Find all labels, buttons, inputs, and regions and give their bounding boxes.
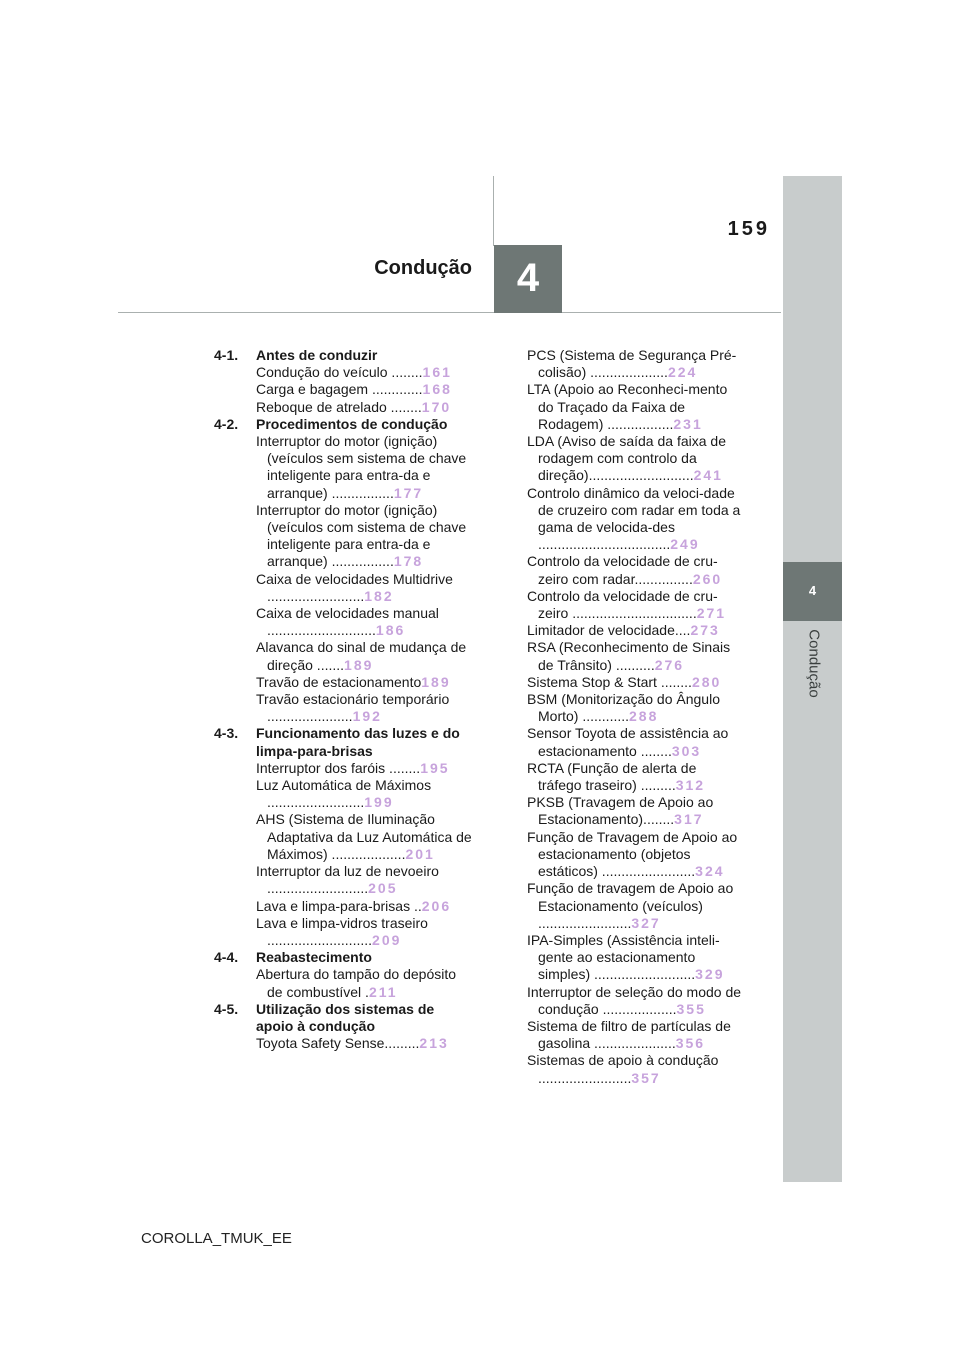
toc-entry[interactable] [527,347,742,381]
toc-entry-label: PCS (Sistema de Segurança Pré-colisão) .................... [527,347,737,381]
toc-entry-text [527,381,742,433]
toc-page-link[interactable]: 241 [693,467,723,484]
toc-entry-label: Sistema Stop & Start ........ [527,673,692,690]
toc-entry-label: Luz Automática de Máximos ......................... [256,777,432,811]
section-title: Funcionamento das luzes e do limpa-para-brisas [256,725,460,759]
toc-entry[interactable] [527,829,742,881]
toc-entry[interactable] [214,433,474,502]
toc-entry[interactable] [527,725,742,759]
toc-entry[interactable] [214,811,474,863]
toc-entry-text [256,502,474,571]
toc-page-link[interactable]: 303 [671,742,702,759]
toc-page-link[interactable]: 178 [393,553,424,570]
toc-entry-label: Interruptor dos faróis ........ [256,759,421,776]
toc-entry-label: Sistemas de apoio à condução ........................ [527,1052,719,1086]
toc-entry-label: LTA (Apoio ao Reconheci-mento do Traçado da Faixa de Rodagem) ................. [527,381,728,432]
toc-page-link[interactable]: 280 [691,673,722,690]
toc-entry-label: Abertura do tampão do depósito de combustível . [256,966,457,1000]
toc-page-link[interactable]: 276 [654,656,685,673]
toc-entry-label: Travão estacionário temporário ...................... [256,691,450,725]
toc-entry[interactable] [214,674,474,691]
toc-page-link[interactable]: 273 [690,622,720,639]
toc-entry-text [256,399,474,416]
toc-entry-label: Interruptor do motor (ignição) (veículos com sistema de chave inteligente para entra-da e arranque) ................ [256,501,467,570]
toc-entry-text [527,880,742,932]
toc-section-heading [214,347,474,364]
toc-entry[interactable] [527,691,742,725]
toc-entry-label: LDA (Aviso de saída da faixa de rodagem com controlo da direção)........................... [527,433,726,484]
toc-entry-label: Reboque de atrelado ........ [256,398,422,415]
toc-entry-text [527,1052,742,1086]
toc-entry-label: Caixa de velocidades Multidrive ......................... [256,570,453,604]
toc-entry-text [256,571,474,605]
toc-entry-text [527,932,742,984]
toc-entry-text [527,691,742,725]
toc-entry-text [256,966,474,1000]
toc-entry-text [256,760,474,777]
toc-page-link[interactable]: 177 [393,484,424,501]
section-title: Procedimentos de condução [256,415,448,432]
toc-page-link[interactable]: 357 [631,1069,661,1086]
toc-entry-text [256,777,474,811]
toc-entry-text [527,553,742,587]
section-title: Reabastecimento [256,949,372,966]
toc-entry[interactable] [214,898,474,915]
toc-entry-text [527,433,742,485]
toc-entry-label: Controlo da velocidade de cru-zeiro ................................ [527,587,718,622]
toc-entry-label: Condução do veículo ........ [256,364,423,381]
chapter-title: Condução [374,257,472,279]
toc-page-link[interactable]: 211 [368,983,398,1000]
toc-page-link[interactable]: 199 [364,794,394,811]
toc-page-link[interactable]: 170 [421,398,452,415]
header-horizontal-rule [118,312,781,313]
toc-entry[interactable] [527,588,742,622]
toc-entry[interactable] [214,760,474,777]
toc-entry-text [256,691,474,725]
toc-entry-label: PKSB (Travagem de Apoio ao Estacionamento)........ [527,794,714,828]
toc-entry-text [256,605,474,639]
section-number: 4-4. [214,949,239,966]
toc-entry-label: Função de Travagem de Apoio ao estacionamento (objetos estáticos) ........................ [527,828,738,880]
toc-entry-label: Carga e bagagem ............. [256,381,423,398]
toc-entry[interactable] [527,433,742,485]
toc-page-link[interactable]: 186 [375,622,406,639]
toc-entry-text [527,639,742,673]
toc-entry-label: RCTA (Função de alerta de tráfego traseiro) ......... [527,759,697,794]
toc-page-link[interactable]: 231 [673,415,703,432]
toc-entry[interactable] [214,863,474,897]
toc-entry[interactable] [527,485,742,554]
toc-entry[interactable] [214,399,474,416]
toc-entry[interactable] [214,1035,474,1052]
toc-page-link[interactable]: 201 [405,845,435,862]
toc-page-link[interactable]: 260 [692,570,723,587]
toc-entry-label: Alavanca do sinal de mudança de direção ....... [256,639,467,673]
toc-entry-label: Lava e limpa-para-brisas .. [256,897,422,914]
toc-page-link[interactable]: 356 [675,1035,706,1052]
toc-entry[interactable] [527,984,742,1018]
toc-entry[interactable] [527,674,742,691]
toc-page-link[interactable]: 206 [421,897,452,914]
section-title: Antes de conduzir [256,347,378,363]
chapter-number: 4 [516,256,540,300]
toc-entry-label: Caixa de velocidades manual ............................ [256,605,439,639]
toc-page-link[interactable]: 205 [368,880,398,897]
toc-entry[interactable] [527,553,742,587]
toc-entry-label: BSM (Monitorização do Ângulo Morto) ............ [527,691,720,725]
toc-page-link[interactable]: 192 [352,708,382,725]
toc-page-link[interactable]: 189 [421,673,451,690]
toc-entry[interactable] [527,381,742,433]
toc-page-link[interactable]: 182 [364,587,394,604]
toc-entry[interactable] [214,915,474,949]
toc-entry-text [256,898,474,915]
header-vertical-rule [493,176,494,246]
footer-code: COROLLA_TMUK_EE [141,1230,292,1247]
toc-entry[interactable] [214,966,474,1000]
toc-entry[interactable] [527,760,742,794]
toc-entry-text [256,364,474,381]
toc-entry-text [256,1035,474,1052]
toc-entry-label: Controlo da velocidade de cru-zeiro com radar............... [527,553,718,587]
section-number: 4-2. [214,415,239,432]
toc-entry[interactable] [214,571,474,605]
toc-page-link[interactable]: 317 [674,811,704,828]
toc-entry[interactable] [527,932,742,984]
toc-page-link[interactable]: 327 [631,914,661,931]
toc-entry-text [256,381,474,398]
toc-entry[interactable] [214,777,474,811]
toc-entry-label: Controlo dinâmico da veloci-dade de cruzeiro com radar em toda a gama de velocida-des .................................. [527,484,741,553]
toc-entry-label: Toyota Safety Sense......... [256,1035,420,1052]
toc-entry-text [527,588,742,622]
toc-page-link[interactable]: 329 [695,966,725,983]
toc-right-column [527,347,742,1087]
toc-page-link[interactable]: 195 [420,759,450,776]
toc-entry-label: Limitador de velocidade.... [527,622,691,639]
toc-entry-label: Travão de estacionamento [256,673,422,690]
toc-entry-label: Interruptor da luz de nevoeiro .......................... [256,863,439,897]
toc-entry-text [527,760,742,794]
toc-entry-label: RSA (Reconhecimento de Sinais de Trânsito) .......... [527,639,731,673]
toc-entry-text [527,725,742,759]
section-number: 4-5. [214,1000,239,1017]
toc-entry-text [256,674,474,691]
toc-entry[interactable] [214,605,474,639]
toc-entry-label: IPA-Simples (Assistência inteli-gente ao estacionamento simples) .......................... [527,931,720,983]
toc-entry[interactable] [527,880,742,932]
toc-entry[interactable] [527,639,742,673]
toc-entry-label: Lava e limpa-vidros traseiro ........................... [256,914,428,948]
section-number: 4-1. [214,347,239,363]
toc-entry-label: AHS (Sistema de Iluminação Adaptativa da Luz Automática de Máximos) ................... [256,811,472,862]
toc-entry-label: Sensor Toyota de assistência ao estacionamento ........ [527,725,729,759]
toc-section-heading [214,416,474,433]
side-tab-label: Condução [805,629,823,698]
toc-page-link[interactable]: 288 [629,708,659,725]
toc-entry[interactable] [214,381,474,398]
toc-entry[interactable] [527,622,742,639]
toc-entry-label: Interruptor do motor (ignição) (veículos sem sistema de chave inteligente para entra-da e arranque) ................ [256,433,467,501]
toc-entry-text [256,639,474,673]
toc-entry-text [527,984,742,1018]
toc-entry-text [527,485,742,554]
side-tab-number: 4 [808,583,817,598]
toc-page-link[interactable]: 224 [667,364,698,381]
toc-section-heading [214,725,474,759]
toc-page-link[interactable]: 161 [422,364,452,381]
toc-section-heading [214,949,474,966]
toc-entry-text [527,829,742,881]
toc-page-link[interactable]: 189 [344,656,374,673]
section-number: 4-3. [214,725,239,742]
toc-entry[interactable] [527,794,742,828]
toc-page-link[interactable]: 271 [696,605,727,622]
toc-entry-text [527,794,742,828]
toc-page-link[interactable]: 324 [695,863,725,880]
toc-left-column [214,347,474,1052]
toc-entry-text [527,622,742,639]
toc-entry-text [256,863,474,897]
toc-entry[interactable] [214,691,474,725]
toc-entry[interactable] [214,364,474,381]
toc-entry-text [527,1018,742,1052]
toc-page-link[interactable]: 312 [675,777,706,794]
toc-entry[interactable] [214,639,474,673]
toc-page-link[interactable]: 209 [372,931,402,948]
toc-entry-text [527,674,742,691]
toc-entry-text [256,433,474,502]
section-title: Utilização dos sistemas de apoio à condução [256,1000,435,1034]
page-number: 159 [727,218,770,240]
toc-page-link[interactable]: 213 [419,1035,449,1052]
toc-entry[interactable] [527,1018,742,1052]
toc-entry-label: Sistema de filtro de partículas de gasolina ..................... [527,1017,731,1052]
toc-entry[interactable] [214,502,474,571]
toc-entry[interactable] [527,1052,742,1086]
toc-page-link[interactable]: 168 [422,381,452,398]
toc-entry-text [256,811,474,863]
toc-entry-label: Interruptor de seleção do modo de condução ................... [527,983,742,1017]
toc-page-link[interactable]: 249 [670,536,700,553]
toc-page-link[interactable]: 355 [676,1000,706,1017]
toc-entry-text [256,915,474,949]
toc-section-heading [214,1001,474,1035]
toc-entry-text [527,347,742,381]
toc-entry-label: Função de travagem de Apoio ao Estacionamento (veículos) ........................ [527,880,734,931]
